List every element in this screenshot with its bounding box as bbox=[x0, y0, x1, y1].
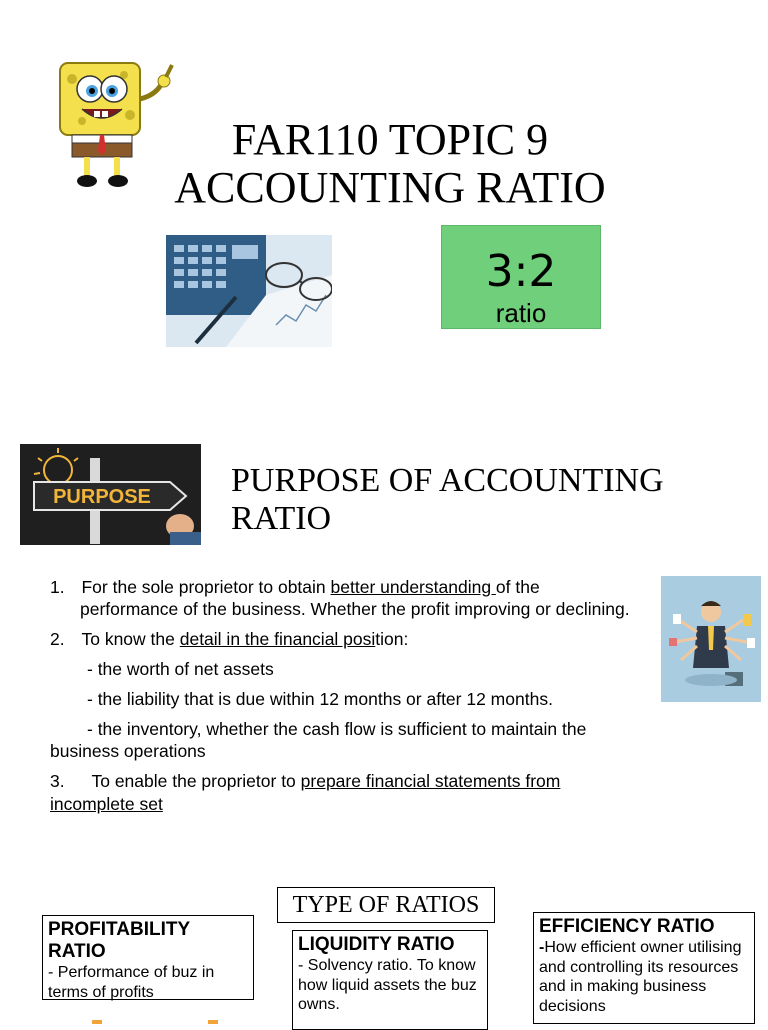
list-text: To enable the proprietor to bbox=[91, 771, 301, 791]
sub-item-inventory-cont: business operations bbox=[50, 741, 206, 761]
list-text: of the bbox=[495, 577, 540, 597]
list-item-3-cont: incomplete set bbox=[50, 794, 163, 814]
list-text: To know the bbox=[81, 629, 180, 649]
list-item-2 bbox=[50, 628, 408, 650]
list-number: 1. bbox=[50, 577, 65, 597]
purpose-heading: PURPOSE OF ACCOUNTING RATIO bbox=[231, 462, 664, 537]
type-of-ratios-title: TYPE OF RATIOS bbox=[277, 887, 495, 923]
list-number: 2. bbox=[50, 629, 65, 649]
title-line-2: ACCOUNTING RATIO bbox=[174, 163, 606, 212]
list-text: tion: bbox=[375, 629, 409, 649]
efficiency-ratio-card bbox=[533, 912, 755, 1024]
purpose-sign-text: PURPOSE bbox=[53, 486, 151, 508]
multitasking-person-image bbox=[661, 576, 761, 702]
financial-position-link-text: detail in the financial posi bbox=[179, 629, 376, 649]
partial-shape bbox=[208, 1020, 218, 1024]
page-title bbox=[150, 116, 630, 212]
ratio-label: ratio bbox=[495, 298, 547, 328]
card-body: - Solvency ratio. To know how liquid assets the buz owns. bbox=[298, 957, 477, 1013]
card-body bbox=[539, 938, 749, 1016]
purpose-sign-image bbox=[20, 444, 201, 545]
partial-shape bbox=[92, 1020, 102, 1024]
better-understanding-link-text: better understanding bbox=[330, 577, 496, 597]
sub-item-inventory: - the inventory, whether the cash flow is sufficient to maintain the bbox=[87, 719, 587, 739]
sub-item-net-assets: - the worth of net assets bbox=[87, 659, 274, 679]
card-title: PROFITABILITY RATIO bbox=[48, 919, 190, 962]
liquidity-ratio-card bbox=[292, 930, 488, 1030]
list-item-3 bbox=[50, 770, 560, 792]
list-number: 3. bbox=[50, 771, 65, 791]
list-item-1-line-1 bbox=[50, 576, 540, 598]
title-line-1: FAR110 TOPIC 9 bbox=[231, 115, 549, 164]
card-body: - Performance of buz in terms of profits bbox=[48, 964, 215, 1001]
prepare-statements-link-text: prepare financial statements from bbox=[300, 771, 561, 791]
calculator-photo bbox=[166, 235, 332, 347]
dash: - bbox=[539, 939, 545, 956]
list-item-1-line-2: performance of the business. Whether the profit improving or declining. bbox=[80, 599, 630, 619]
ratio-example-box bbox=[441, 225, 601, 329]
card-body-text: How efficient owner utilising and controlling its resources and in making business decisions bbox=[539, 939, 742, 1015]
list-text: For the sole proprietor to obtain bbox=[81, 577, 331, 597]
ratio-value: 3:2 bbox=[485, 246, 557, 297]
sub-item-liability: - the liability that is due within 12 months or after 12 months. bbox=[87, 689, 553, 709]
card-title: EFFICIENCY RATIO bbox=[539, 916, 715, 937]
card-title: LIQUIDITY RATIO bbox=[298, 934, 455, 955]
profitability-ratio-card bbox=[42, 915, 254, 1000]
